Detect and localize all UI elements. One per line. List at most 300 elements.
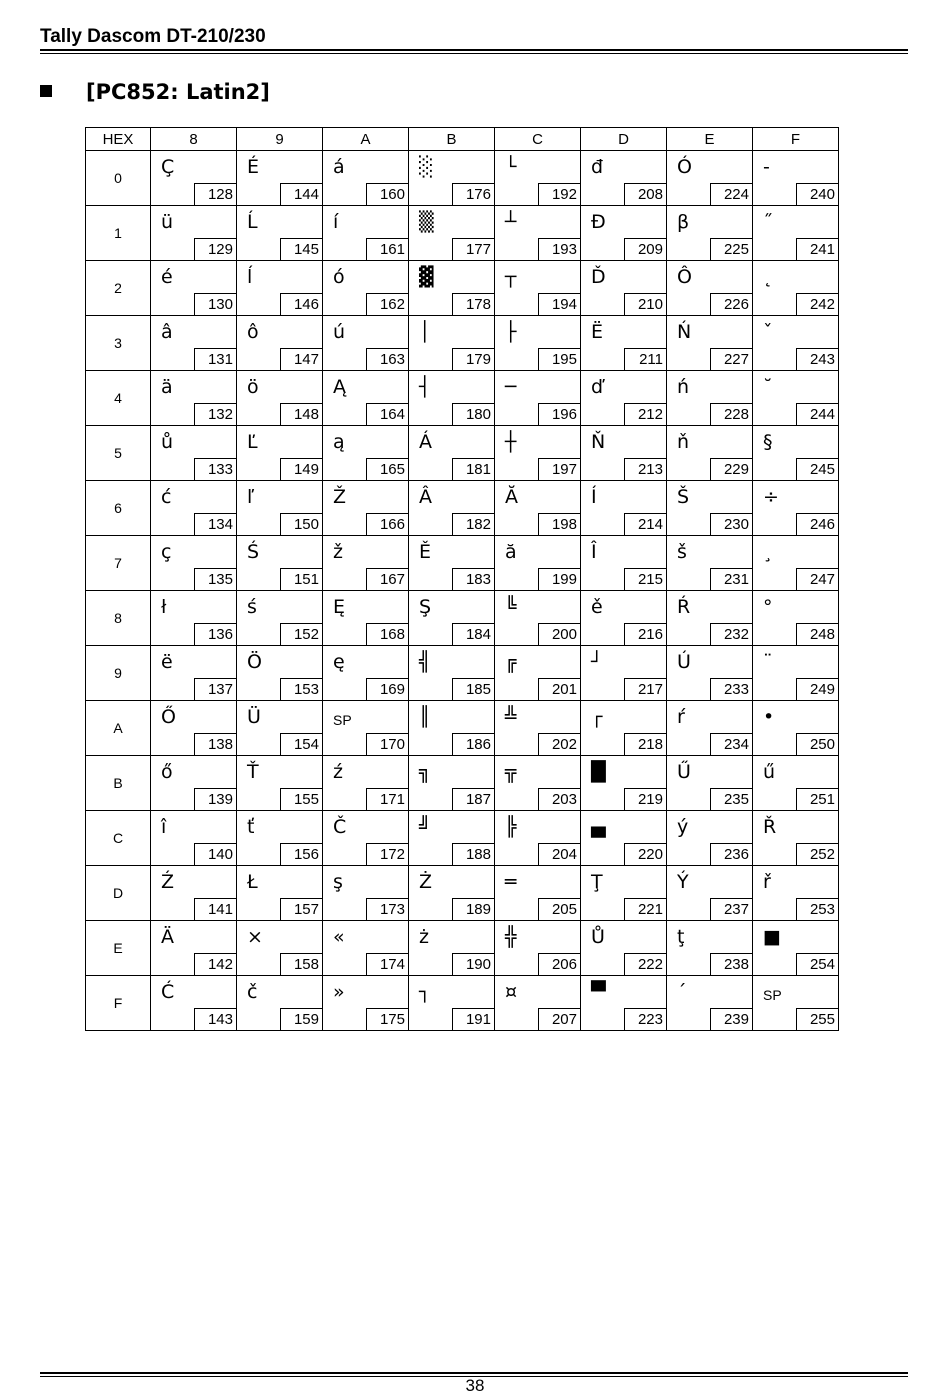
- table-row: [86, 976, 839, 1031]
- row-hex-label: C: [86, 811, 151, 866]
- column-header: B: [409, 128, 495, 151]
- char-glyph: Ć: [161, 981, 175, 1003]
- char-cell: [237, 536, 323, 591]
- char-glyph: ╔: [505, 651, 517, 673]
- char-cell: [323, 481, 409, 536]
- char-cell: [495, 811, 581, 866]
- char-code: 173: [366, 898, 408, 920]
- char-glyph: ż: [419, 926, 429, 948]
- char-code: 142: [194, 953, 236, 975]
- char-cell: [323, 371, 409, 426]
- char-cell: [409, 371, 495, 426]
- char-code: 157: [280, 898, 322, 920]
- hex-header: HEX: [86, 128, 151, 151]
- char-code: 177: [452, 238, 494, 260]
- char-glyph: Ő: [161, 706, 176, 728]
- char-code: 169: [366, 678, 408, 700]
- section-heading: [40, 80, 270, 104]
- table-row: [86, 646, 839, 701]
- char-glyph: ń: [677, 376, 690, 398]
- char-code: 189: [452, 898, 494, 920]
- char-glyph: Ż: [419, 871, 433, 893]
- char-cell: [323, 151, 409, 206]
- char-code: 235: [710, 788, 752, 810]
- char-code: 239: [710, 1008, 752, 1030]
- char-code: 128: [194, 183, 236, 205]
- char-code: 237: [710, 898, 752, 920]
- char-code: 210: [624, 293, 666, 315]
- char-code: 254: [796, 953, 838, 975]
- char-cell: [323, 261, 409, 316]
- char-code: 141: [194, 898, 236, 920]
- char-glyph: ˛: [763, 266, 773, 288]
- char-cell: [323, 756, 409, 811]
- char-glyph: á: [333, 156, 345, 178]
- char-code: 204: [538, 843, 580, 865]
- char-glyph: ą: [333, 431, 345, 453]
- square-bullet-icon: [40, 85, 52, 97]
- char-glyph: Ú: [677, 651, 691, 673]
- char-cell: [581, 481, 667, 536]
- row-hex-label: D: [86, 866, 151, 921]
- char-cell: [409, 976, 495, 1031]
- char-glyph: ┌: [591, 706, 603, 728]
- column-header: C: [495, 128, 581, 151]
- char-glyph: Ą: [333, 376, 346, 398]
- char-glyph: Ó: [677, 156, 692, 178]
- char-code: 212: [624, 403, 666, 425]
- char-code: 243: [796, 348, 838, 370]
- char-cell: [323, 536, 409, 591]
- char-cell: [753, 756, 839, 811]
- char-cell: [237, 426, 323, 481]
- char-code: 227: [710, 348, 752, 370]
- char-glyph: β: [677, 211, 690, 233]
- table-row: [86, 866, 839, 921]
- char-glyph: ╠: [505, 816, 517, 838]
- char-code: 199: [538, 568, 580, 590]
- char-code: 246: [796, 513, 838, 535]
- row-hex-label: A: [86, 701, 151, 756]
- char-glyph: °: [763, 596, 773, 618]
- char-glyph: ─: [505, 376, 517, 398]
- char-code: 229: [710, 458, 752, 480]
- char-glyph: ║: [419, 706, 431, 728]
- char-cell: [323, 316, 409, 371]
- char-cell: [409, 866, 495, 921]
- char-cell: [151, 756, 237, 811]
- row-hex-label: 2: [86, 261, 151, 316]
- char-code: 197: [538, 458, 580, 480]
- char-cell: [409, 646, 495, 701]
- char-code: 167: [366, 568, 408, 590]
- char-cell: [753, 646, 839, 701]
- char-glyph: Ž: [333, 486, 347, 508]
- char-glyph: Ę: [333, 596, 346, 618]
- row-hex-label: 9: [86, 646, 151, 701]
- char-glyph: ´: [677, 981, 687, 1003]
- char-cell: [409, 261, 495, 316]
- char-cell: [667, 151, 753, 206]
- char-cell: [151, 206, 237, 261]
- table-row: [86, 261, 839, 316]
- char-cell: [581, 756, 667, 811]
- char-cell: [151, 811, 237, 866]
- char-glyph: ď: [591, 376, 604, 398]
- char-glyph: ę: [333, 651, 345, 673]
- char-code: 198: [538, 513, 580, 535]
- char-code: 136: [194, 623, 236, 645]
- char-glyph: ł: [161, 596, 167, 618]
- char-cell: [409, 151, 495, 206]
- char-glyph: š: [677, 541, 687, 563]
- char-code: 190: [452, 953, 494, 975]
- char-cell: [581, 371, 667, 426]
- char-cell: [495, 866, 581, 921]
- char-code: 242: [796, 293, 838, 315]
- char-code: 162: [366, 293, 408, 315]
- char-cell: [667, 481, 753, 536]
- char-cell: [581, 701, 667, 756]
- char-cell: [753, 921, 839, 976]
- char-code: 145: [280, 238, 322, 260]
- char-code: 158: [280, 953, 322, 975]
- char-code: 171: [366, 788, 408, 810]
- char-glyph: ö: [247, 376, 259, 398]
- char-glyph: Ë: [591, 321, 604, 343]
- column-header: F: [753, 128, 839, 151]
- char-cell: [237, 316, 323, 371]
- char-glyph: ž: [333, 541, 343, 563]
- char-glyph: •: [763, 706, 775, 728]
- char-cell: [581, 426, 667, 481]
- char-glyph: ě: [591, 596, 603, 618]
- char-cell: [323, 426, 409, 481]
- char-code: 255: [796, 1008, 838, 1030]
- char-glyph: ┐: [419, 981, 431, 1003]
- char-glyph: Đ: [591, 211, 606, 233]
- char-glyph: ů: [161, 431, 174, 453]
- table-row: [86, 701, 839, 756]
- char-glyph: ü: [161, 211, 174, 233]
- char-cell: [495, 371, 581, 426]
- row-hex-label: 3: [86, 316, 151, 371]
- char-glyph: █: [591, 761, 606, 783]
- char-cell: [237, 976, 323, 1031]
- column-header: 9: [237, 128, 323, 151]
- char-glyph: ═: [505, 871, 517, 893]
- char-cell: [753, 591, 839, 646]
- char-glyph: ŕ: [677, 706, 685, 728]
- char-glyph: ▄: [591, 816, 606, 838]
- char-cell: [237, 756, 323, 811]
- char-glyph: ă: [505, 541, 517, 563]
- char-code: 206: [538, 953, 580, 975]
- char-code: 213: [624, 458, 666, 480]
- char-code: 152: [280, 623, 322, 645]
- char-code: 203: [538, 788, 580, 810]
- char-glyph: â: [161, 321, 173, 343]
- char-cell: [667, 371, 753, 426]
- char-code: 224: [710, 183, 752, 205]
- char-glyph: Ö: [247, 651, 262, 673]
- char-glyph: Ň: [591, 431, 606, 453]
- char-cell: [753, 976, 839, 1031]
- char-glyph: Á: [419, 431, 432, 453]
- char-cell: [753, 206, 839, 261]
- char-glyph: ň: [677, 431, 690, 453]
- char-cell: [495, 481, 581, 536]
- char-code: 252: [796, 843, 838, 865]
- char-cell: [581, 206, 667, 261]
- char-cell: [581, 536, 667, 591]
- column-header: 8: [151, 128, 237, 151]
- char-code: 179: [452, 348, 494, 370]
- footer-rule-thick: [40, 1372, 908, 1374]
- character-table: [85, 127, 839, 1031]
- header-rule-thick: [40, 49, 908, 51]
- char-code: 230: [710, 513, 752, 535]
- char-code: 214: [624, 513, 666, 535]
- char-glyph: Ä: [161, 926, 174, 948]
- char-cell: [495, 206, 581, 261]
- char-cell: [151, 316, 237, 371]
- char-cell: [581, 591, 667, 646]
- char-glyph: §: [763, 431, 773, 453]
- char-glyph: ¨: [763, 651, 773, 673]
- char-cell: [409, 811, 495, 866]
- char-glyph: ÷: [763, 486, 779, 508]
- char-glyph: í: [333, 211, 339, 233]
- row-hex-label: 6: [86, 481, 151, 536]
- char-cell: [667, 701, 753, 756]
- char-glyph: SP: [333, 712, 352, 728]
- char-code: 176: [452, 183, 494, 205]
- char-cell: [495, 646, 581, 701]
- char-glyph: é: [161, 266, 173, 288]
- row-hex-label: B: [86, 756, 151, 811]
- char-glyph: ╚: [505, 596, 517, 618]
- char-code: 137: [194, 678, 236, 700]
- char-code: 222: [624, 953, 666, 975]
- char-glyph: »: [333, 981, 345, 1003]
- char-glyph: ˘: [763, 376, 773, 398]
- char-cell: [495, 426, 581, 481]
- char-code: 194: [538, 293, 580, 315]
- char-glyph: ┼: [505, 431, 517, 453]
- char-code: 164: [366, 403, 408, 425]
- char-code: 247: [796, 568, 838, 590]
- char-code: 208: [624, 183, 666, 205]
- table-row: [86, 591, 839, 646]
- column-header: D: [581, 128, 667, 151]
- char-code: 163: [366, 348, 408, 370]
- char-code: 234: [710, 733, 752, 755]
- char-glyph: đ: [591, 156, 604, 178]
- char-glyph: Ť: [247, 761, 259, 783]
- char-code: 181: [452, 458, 494, 480]
- char-glyph: ô: [247, 321, 259, 343]
- page-number: 38: [465, 1376, 485, 1395]
- char-cell: [753, 261, 839, 316]
- char-code: 207: [538, 1008, 580, 1030]
- char-glyph: ä: [161, 376, 173, 398]
- char-code: 232: [710, 623, 752, 645]
- char-code: 249: [796, 678, 838, 700]
- char-cell: [323, 811, 409, 866]
- char-glyph: Â: [419, 486, 432, 508]
- row-hex-label: 7: [86, 536, 151, 591]
- char-code: 150: [280, 513, 322, 535]
- char-glyph: ├: [505, 321, 517, 343]
- table-row: [86, 481, 839, 536]
- char-cell: [753, 701, 839, 756]
- char-code: 223: [624, 1008, 666, 1030]
- char-cell: [323, 866, 409, 921]
- char-code: 186: [452, 733, 494, 755]
- char-code: 215: [624, 568, 666, 590]
- char-code: 131: [194, 348, 236, 370]
- char-glyph: ╣: [419, 651, 431, 673]
- char-code: 202: [538, 733, 580, 755]
- char-glyph: ś: [247, 596, 257, 618]
- char-glyph: ╦: [505, 761, 517, 783]
- char-cell: [753, 426, 839, 481]
- char-cell: [753, 151, 839, 206]
- char-cell: [151, 536, 237, 591]
- char-cell: [323, 646, 409, 701]
- char-code: 201: [538, 678, 580, 700]
- char-glyph: É: [247, 156, 260, 178]
- char-cell: [495, 261, 581, 316]
- char-cell: [237, 151, 323, 206]
- char-cell: [667, 646, 753, 701]
- char-code: 160: [366, 183, 408, 205]
- char-code: 250: [796, 733, 838, 755]
- char-code: 211: [624, 348, 666, 370]
- char-cell: [495, 536, 581, 591]
- table-row: [86, 371, 839, 426]
- char-glyph: «: [333, 926, 345, 948]
- char-cell: [581, 261, 667, 316]
- table-row: [86, 426, 839, 481]
- char-cell: [409, 481, 495, 536]
- char-code: 248: [796, 623, 838, 645]
- char-cell: [323, 701, 409, 756]
- row-hex-label: F: [86, 976, 151, 1031]
- char-glyph: ý: [677, 816, 689, 838]
- char-glyph: ľ: [247, 486, 255, 508]
- char-cell: [753, 811, 839, 866]
- char-glyph: Î: [591, 541, 597, 563]
- char-cell: [409, 316, 495, 371]
- table-row: [86, 316, 839, 371]
- char-glyph: ×: [247, 926, 263, 948]
- char-cell: [151, 701, 237, 756]
- char-glyph: ▀: [591, 981, 606, 1003]
- char-code: 132: [194, 403, 236, 425]
- table-header-row: [86, 128, 839, 151]
- table-row: [86, 921, 839, 976]
- table-row: [86, 206, 839, 261]
- row-hex-label: 1: [86, 206, 151, 261]
- char-cell: [753, 536, 839, 591]
- char-glyph: Ů: [591, 926, 605, 948]
- char-glyph: ş: [333, 871, 343, 893]
- char-cell: [409, 206, 495, 261]
- char-cell: [581, 646, 667, 701]
- char-glyph: ó: [333, 266, 345, 288]
- char-cell: [667, 261, 753, 316]
- char-code: 184: [452, 623, 494, 645]
- char-glyph: ┴: [505, 211, 517, 233]
- char-code: 161: [366, 238, 408, 260]
- char-code: 172: [366, 843, 408, 865]
- char-code: 174: [366, 953, 408, 975]
- char-code: 225: [710, 238, 752, 260]
- char-code: 219: [624, 788, 666, 810]
- char-glyph: Š: [677, 486, 690, 508]
- char-cell: [237, 646, 323, 701]
- char-code: 149: [280, 458, 322, 480]
- char-code: 187: [452, 788, 494, 810]
- char-code: 166: [366, 513, 408, 535]
- char-glyph: ╩: [505, 706, 517, 728]
- char-code: 188: [452, 843, 494, 865]
- char-glyph: ■: [763, 926, 781, 948]
- char-glyph: Ç: [161, 156, 175, 178]
- column-header: A: [323, 128, 409, 151]
- char-cell: [495, 701, 581, 756]
- char-code: 236: [710, 843, 752, 865]
- char-cell: [237, 921, 323, 976]
- char-cell: [409, 756, 495, 811]
- char-glyph: Í: [591, 486, 597, 508]
- char-glyph: ░: [419, 156, 434, 178]
- char-code: 180: [452, 403, 494, 425]
- char-cell: [667, 426, 753, 481]
- char-code: 153: [280, 678, 322, 700]
- char-cell: [667, 976, 753, 1031]
- char-cell: [409, 536, 495, 591]
- char-cell: [151, 976, 237, 1031]
- char-glyph: ┤: [419, 376, 431, 398]
- char-glyph: └: [505, 156, 517, 178]
- row-hex-label: 0: [86, 151, 151, 206]
- char-glyph: ř: [763, 871, 771, 893]
- char-glyph: ç: [161, 541, 172, 563]
- char-cell: [581, 921, 667, 976]
- char-code: 253: [796, 898, 838, 920]
- char-code: 185: [452, 678, 494, 700]
- char-cell: [323, 976, 409, 1031]
- char-code: 148: [280, 403, 322, 425]
- char-code: 195: [538, 348, 580, 370]
- char-glyph: ▒: [419, 211, 434, 233]
- char-cell: [237, 371, 323, 426]
- char-code: 245: [796, 458, 838, 480]
- char-cell: [495, 921, 581, 976]
- char-code: 159: [280, 1008, 322, 1030]
- char-code: 147: [280, 348, 322, 370]
- char-cell: [495, 976, 581, 1031]
- char-glyph: Ź: [161, 871, 175, 893]
- char-cell: [237, 701, 323, 756]
- char-cell: [667, 866, 753, 921]
- char-code: 129: [194, 238, 236, 260]
- char-cell: [323, 591, 409, 646]
- char-glyph: ć: [161, 486, 172, 508]
